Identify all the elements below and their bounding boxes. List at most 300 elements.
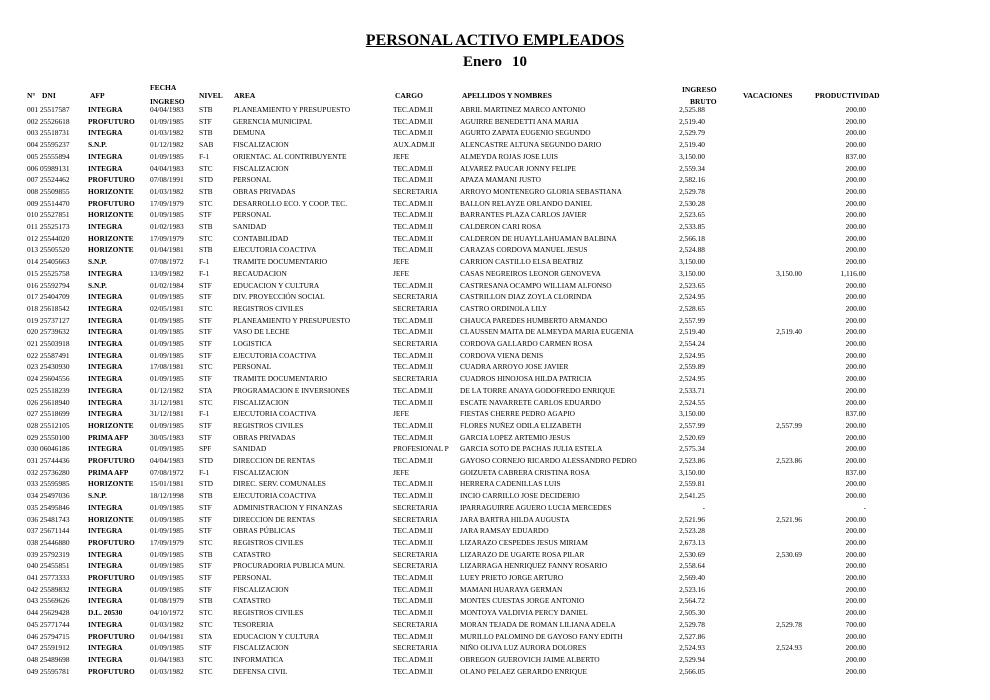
cell-row-number: 047 xyxy=(27,643,39,653)
cell-dni: 25604556 xyxy=(40,374,70,384)
table-row xyxy=(0,478,990,489)
cell-nivel: STF xyxy=(199,374,212,384)
cell-ingreso-bruto: 2,521.96 xyxy=(679,514,705,524)
cell-area: EJECUTORIA COACTIVA xyxy=(233,491,317,501)
cell-nivel: STB xyxy=(199,222,213,231)
cell-cargo: JEFE xyxy=(393,409,410,419)
cell-row-number: 036 xyxy=(27,514,39,524)
cell-nivel: STA xyxy=(199,631,213,641)
cell-afp: INTEGRA xyxy=(88,409,123,419)
cell-dni: 25404709 xyxy=(40,292,70,302)
cell-nivel: STC xyxy=(199,362,213,372)
cell-productividad: 200.00 xyxy=(845,573,866,582)
cell-nivel: STC xyxy=(199,198,213,208)
cell-area: DIRECCION DE RENTAS xyxy=(233,514,315,524)
cell-area: PERSONAL xyxy=(233,175,272,185)
cell-ingreso-bruto: 2,523.16 xyxy=(679,584,705,594)
header-ingreso: INGRESO xyxy=(682,85,717,94)
cell-apellidos-nombres: HERRERA CADENILLAS LUIS xyxy=(460,479,561,489)
cell-row-number: 004 xyxy=(27,140,39,150)
cell-apellidos-nombres: GAYOSO CORNEJO RICARDO ALESSANDRO PEDRO xyxy=(460,456,637,465)
cell-apellidos-nombres: MORAN TEJADA DE ROMAN LILIANA ADELA xyxy=(460,619,616,629)
cell-fecha-ingreso: 01/09/1985 xyxy=(150,420,184,430)
cell-cargo: JEFE xyxy=(393,467,410,477)
cell-row-number: 040 xyxy=(27,561,39,571)
cell-afp: INTEGRA xyxy=(88,643,123,653)
table-row xyxy=(0,432,990,443)
cell-cargo: SECRETARIA xyxy=(393,374,438,384)
table-row xyxy=(0,326,990,337)
cell-apellidos-nombres: MURILLO PALOMINO DE GAYOSO FANY EDITH xyxy=(460,631,623,641)
cell-ingreso-bruto: 2,519.40 xyxy=(679,116,705,126)
cell-dni: 25497036 xyxy=(40,491,70,501)
cell-fecha-ingreso: 01/12/1982 xyxy=(150,385,184,395)
cell-apellidos-nombres: ALVAREZ PAUCAR JONNY FELIPE xyxy=(460,163,576,173)
table-row xyxy=(0,502,990,513)
cell-afp: HORIZONTE xyxy=(88,210,134,220)
cell-dni: 05989131 xyxy=(40,163,70,173)
cell-fecha-ingreso: 04/04/1983 xyxy=(150,105,184,114)
cell-nivel: STF xyxy=(199,643,212,653)
cell-dni: 25505520 xyxy=(40,245,70,255)
cell-fecha-ingreso: 01/09/1985 xyxy=(150,549,184,559)
cell-fecha-ingreso: 01/09/1985 xyxy=(150,643,184,653)
cell-ingreso-bruto: 2,559.81 xyxy=(679,479,705,489)
cell-productividad: 200.00 xyxy=(845,514,866,524)
cell-cargo: TEC.ADM.II xyxy=(393,175,433,185)
cell-ingreso-bruto: 2,524.95 xyxy=(679,292,705,302)
cell-area: RECAUDACION xyxy=(233,268,287,278)
header-productividad: PRODUCTIVIDAD xyxy=(815,91,880,100)
cell-ingreso-bruto: 2,528.65 xyxy=(679,303,705,313)
table-row xyxy=(0,397,990,408)
cell-afp: PROFUTURO xyxy=(88,116,135,126)
cell-fecha-ingreso: 04/10/1972 xyxy=(150,608,184,618)
cell-ingreso-bruto: 2,559.89 xyxy=(679,362,705,372)
cell-productividad: 200.00 xyxy=(845,140,866,150)
cell-fecha-ingreso: 01/09/1985 xyxy=(150,339,184,348)
cell-row-number: 007 xyxy=(27,175,39,185)
cell-ingreso-bruto: 2,554.24 xyxy=(679,339,705,348)
table-row xyxy=(0,338,990,349)
cell-cargo: TEC.ADM.II xyxy=(393,245,433,255)
table-row xyxy=(0,467,990,478)
cell-productividad: 200.00 xyxy=(845,257,866,267)
cell-ingreso-bruto: 2,575.34 xyxy=(679,444,705,454)
cell-nivel: STF xyxy=(199,502,212,512)
cell-fecha-ingreso: 31/12/1981 xyxy=(150,397,184,407)
cell-ingreso-bruto: 2,529.94 xyxy=(679,654,705,664)
cell-row-number: 026 xyxy=(27,397,39,407)
cell-productividad: 200.00 xyxy=(845,175,866,185)
cell-apellidos-nombres: CASTRESANA OCAMPO WILLIAM ALFONSO xyxy=(460,280,612,290)
cell-apellidos-nombres: CORDOVA GALLARDO CARMEN ROSA xyxy=(460,339,593,348)
cell-fecha-ingreso: 01/09/1985 xyxy=(150,151,184,161)
cell-row-number: 001 xyxy=(27,105,39,114)
cell-fecha-ingreso: 01/09/1985 xyxy=(150,350,184,360)
cell-productividad: 1,116.00 xyxy=(840,268,866,278)
cell-cargo: TEC.ADM.II xyxy=(393,116,433,126)
table-row xyxy=(0,104,990,115)
cell-afp: INTEGRA xyxy=(88,268,123,278)
cell-dni: 25544020 xyxy=(40,233,70,243)
cell-nivel: STF xyxy=(199,292,212,302)
cell-apellidos-nombres: MONTOYA VALDIVIA PERCY DANIEL xyxy=(460,608,588,618)
cell-fecha-ingreso: 07/08/1991 xyxy=(150,175,184,185)
cell-nivel: STF xyxy=(199,339,212,348)
cell-fecha-ingreso: 01/09/1985 xyxy=(150,116,184,126)
table-row xyxy=(0,151,990,162)
cell-dni: 25430930 xyxy=(40,362,70,372)
cell-fecha-ingreso: 17/09/1979 xyxy=(150,537,184,547)
cell-apellidos-nombres: ALMEYDA ROJAS JOSE LUIS xyxy=(460,151,558,161)
cell-afp: INTEGRA xyxy=(88,163,123,173)
cell-cargo: TEC.ADM.II xyxy=(393,327,433,337)
cell-productividad: 200.00 xyxy=(845,163,866,173)
cell-fecha-ingreso: 01/09/1985 xyxy=(150,210,184,220)
cell-apellidos-nombres: LIZARAZO CESPEDES JESUS MIRIAM xyxy=(460,537,588,547)
page-title: PERSONAL ACTIVO EMPLEADOS xyxy=(365,32,625,49)
cell-row-number: 003 xyxy=(27,128,39,138)
table-row xyxy=(0,560,990,571)
cell-cargo: TEC.ADM.II xyxy=(393,385,433,395)
table-row xyxy=(0,256,990,267)
cell-productividad: 837.00 xyxy=(845,151,866,161)
cell-fecha-ingreso: 01/09/1985 xyxy=(150,502,184,512)
cell-apellidos-nombres: CARAZAS CORDOVA MANUEL JESUS xyxy=(460,245,588,255)
cell-nivel: SAB xyxy=(199,140,214,150)
cell-ingreso-bruto: 2,529.78 xyxy=(679,619,705,629)
cell-nivel: SPF xyxy=(199,444,212,454)
cell-productividad: 200.00 xyxy=(845,374,866,384)
cell-area: TRAMITE DOCUMENTARIO xyxy=(233,374,328,384)
cell-productividad: 837.00 xyxy=(845,467,866,477)
cell-cargo: PROFESIONAL P xyxy=(393,444,449,454)
cell-dni: 25618940 xyxy=(40,397,70,407)
cell-productividad: 200.00 xyxy=(845,350,866,360)
cell-cargo: TEC.ADM.II xyxy=(393,456,433,465)
cell-dni: 25509855 xyxy=(40,186,70,196)
cell-area: FISCALIZACION xyxy=(233,397,289,407)
cell-nivel: STB xyxy=(199,128,213,138)
cell-vacaciones: 3,150.00 xyxy=(776,268,802,278)
cell-afp: HORIZONTE xyxy=(88,186,134,196)
cell-nivel: STF xyxy=(199,514,212,524)
cell-ingreso-bruto: 2,519.40 xyxy=(679,327,705,337)
cell-productividad: 200.00 xyxy=(845,420,866,430)
cell-afp: INTEGRA xyxy=(88,374,123,384)
cell-afp: HORIZONTE xyxy=(88,479,134,489)
cell-ingreso-bruto: 2,558.64 xyxy=(679,561,705,571)
cell-cargo: TEC.ADM.II xyxy=(393,420,433,430)
cell-row-number: 024 xyxy=(27,374,39,384)
table-row xyxy=(0,572,990,583)
cell-row-number: 016 xyxy=(27,280,39,290)
cell-row-number: 033 xyxy=(27,479,39,489)
table-row xyxy=(0,303,990,314)
cell-afp: HORIZONTE xyxy=(88,514,134,524)
cell-fecha-ingreso: 01/09/1985 xyxy=(150,292,184,302)
table-row xyxy=(0,607,990,618)
cell-productividad: 200.00 xyxy=(845,549,866,559)
cell-ingreso-bruto: 2,524.93 xyxy=(679,643,705,653)
subtitle-year: 10 xyxy=(511,54,527,70)
cell-apellidos-nombres: LUEY PRIETO JORGE ARTURO xyxy=(460,573,564,582)
table-row xyxy=(0,268,990,279)
cell-afp: HORIZONTE xyxy=(88,233,134,243)
cell-productividad: 200.00 xyxy=(845,116,866,126)
cell-ingreso-bruto: 3,150.00 xyxy=(679,151,705,161)
cell-nivel: STB xyxy=(199,491,213,501)
table-row xyxy=(0,361,990,372)
page-subtitle xyxy=(0,54,990,71)
cell-area: CATASTRO xyxy=(233,596,271,606)
cell-row-number: 019 xyxy=(27,315,39,325)
cell-area: SANIDAD xyxy=(233,222,267,231)
cell-afp: INTEGRA xyxy=(88,327,123,337)
cell-afp: INTEGRA xyxy=(88,526,123,536)
cell-row-number: 010 xyxy=(27,210,39,220)
cell-fecha-ingreso: 01/02/1983 xyxy=(150,222,184,231)
cell-dni: 25481743 xyxy=(40,514,70,524)
cell-afp: PROFUTURO xyxy=(88,537,135,547)
cell-area: DIREC. SERV. COMUNALES xyxy=(233,479,326,489)
cell-ingreso-bruto: 2,533.85 xyxy=(679,222,705,231)
cell-afp: D.L. 20530 xyxy=(88,608,123,618)
table-row xyxy=(0,163,990,174)
cell-nivel: STC xyxy=(199,666,213,676)
cell-dni: 25524462 xyxy=(40,175,70,185)
cell-dni: 25595781 xyxy=(40,666,70,676)
cell-fecha-ingreso: 01/03/1982 xyxy=(150,619,184,629)
table-row xyxy=(0,408,990,419)
cell-area: REGISTROS CIVILES xyxy=(233,608,304,618)
cell-apellidos-nombres: FIESTAS CHERRE PEDRO AGAPIO xyxy=(460,409,576,419)
cell-apellidos-nombres: CASTRO ORDINOLA LILY xyxy=(460,303,548,313)
cell-dni: 25405663 xyxy=(40,257,70,267)
cell-ingreso-bruto: 2,559.34 xyxy=(679,163,705,173)
cell-cargo: TEC.ADM.II xyxy=(393,631,433,641)
cell-fecha-ingreso: 01/09/1985 xyxy=(150,327,184,337)
cell-afp: PROFUTURO xyxy=(88,666,135,676)
cell-cargo: SECRETARIA xyxy=(393,339,438,348)
cell-apellidos-nombres: AGURTO ZAPATA EUGENIO SEGUNDO xyxy=(460,128,591,138)
cell-row-number: 039 xyxy=(27,549,39,559)
header-ingreso-fecha: INGRESO xyxy=(150,97,185,106)
cell-productividad: 200.00 xyxy=(845,128,866,138)
cell-area: ORIENTAC. AL CONTRIBUYENTE xyxy=(233,151,347,161)
cell-row-number: 037 xyxy=(27,526,39,536)
cell-area: TESORERIA xyxy=(233,619,274,629)
cell-row-number: 021 xyxy=(27,339,39,348)
cell-apellidos-nombres: ALENCASTRE ALTUNA SEGUNDO DARIO xyxy=(460,140,602,150)
cell-afp: PROFUTURO xyxy=(88,573,135,582)
cell-nivel: STF xyxy=(199,526,212,536)
cell-nivel: STF xyxy=(199,280,212,290)
cell-dni: 25792319 xyxy=(40,549,70,559)
cell-dni: 25737127 xyxy=(40,315,70,325)
cell-productividad: 200.00 xyxy=(845,654,866,664)
table-row xyxy=(0,584,990,595)
cell-dni: 25771744 xyxy=(40,619,70,629)
cell-nivel: F-1 xyxy=(199,268,210,278)
cell-area: DIV. PROYECCIÓN SOCIAL xyxy=(233,292,325,302)
cell-productividad: 200.00 xyxy=(845,315,866,325)
cell-nivel: STA xyxy=(199,385,213,395)
header-fecha: FECHA xyxy=(150,83,177,92)
cell-nivel: STB xyxy=(199,105,213,114)
header-area: AREA xyxy=(234,91,256,100)
cell-nivel: STB xyxy=(199,549,213,559)
cell-ingreso-bruto: 2,566.05 xyxy=(679,666,705,676)
cell-cargo: TEC.ADM.II xyxy=(393,198,433,208)
cell-vacaciones: 2,521.96 xyxy=(776,514,802,524)
cell-vacaciones: 2,523.86 xyxy=(776,456,802,465)
cell-cargo: SECRETARIA xyxy=(393,643,438,653)
cell-row-number: 046 xyxy=(27,631,39,641)
cell-productividad: 200.00 xyxy=(845,397,866,407)
table-row xyxy=(0,549,990,560)
cell-cargo: SECRETARIA xyxy=(393,619,438,629)
cell-vacaciones: 2,519.40 xyxy=(776,327,802,337)
cell-area: FISCALIZACION xyxy=(233,140,289,150)
cell-cargo: TEC.ADM.II xyxy=(393,526,433,536)
cell-ingreso-bruto: 2,523.65 xyxy=(679,210,705,220)
cell-apellidos-nombres: NIÑO OLIVA LUZ AURORA DOLORES xyxy=(460,643,587,653)
cell-row-number: 011 xyxy=(27,222,38,231)
cell-nivel: STD xyxy=(199,479,213,489)
cell-area: LOGISTICA xyxy=(233,339,273,348)
cell-dni: 25592794 xyxy=(40,280,70,290)
cell-row-number: 023 xyxy=(27,362,39,372)
cell-row-number: 015 xyxy=(27,268,39,278)
cell-row-number: 028 xyxy=(27,420,39,430)
cell-fecha-ingreso: 01/03/1982 xyxy=(150,186,184,196)
cell-apellidos-nombres: GARCIA SOTO DE PACHAS JULIA ESTELA xyxy=(460,444,603,454)
cell-fecha-ingreso: 01/09/1985 xyxy=(150,584,184,594)
cell-dni: 25595985 xyxy=(40,479,70,489)
cell-afp: PROFUTURO xyxy=(88,175,135,185)
cell-row-number: 030 xyxy=(27,444,39,454)
subtitle-month: Enero xyxy=(463,54,502,70)
cell-nivel: F-1 xyxy=(199,467,210,477)
cell-fecha-ingreso: 01/09/1985 xyxy=(150,526,184,536)
cell-apellidos-nombres: LIZARRAGA HENRIQUEZ FANNY ROSARIO xyxy=(460,561,608,571)
cell-area: EJECUTORIA COACTIVA xyxy=(233,350,317,360)
cell-productividad: 200.00 xyxy=(845,327,866,337)
cell-afp: INTEGRA xyxy=(88,350,123,360)
cell-apellidos-nombres: CASTRILLON DIAZ ZOYLA CLORINDA xyxy=(460,292,592,302)
table-row xyxy=(0,420,990,431)
cell-productividad: 200.00 xyxy=(845,385,866,395)
cell-row-number: 042 xyxy=(27,584,39,594)
cell-productividad: 200.00 xyxy=(845,222,866,231)
cell-cargo: TEC.ADM.II xyxy=(393,608,433,618)
cell-ingreso-bruto: 2,582.16 xyxy=(679,175,705,185)
cell-productividad: 200.00 xyxy=(845,479,866,489)
cell-dni: 25446880 xyxy=(40,537,70,547)
cell-afp: INTEGRA xyxy=(88,502,123,512)
cell-cargo: TEC.ADM.II xyxy=(393,573,433,582)
cell-dni: 25495846 xyxy=(40,502,70,512)
cell-row-number: 031 xyxy=(27,456,39,465)
cell-cargo: TEC.ADM.II xyxy=(393,222,433,231)
cell-cargo: TEC.ADM.II xyxy=(393,584,433,594)
cell-dni: 25518699 xyxy=(40,409,70,419)
cell-ingreso-bruto: 3,150.00 xyxy=(679,467,705,477)
cell-area: REGISTROS CIVILES xyxy=(233,303,304,313)
cell-nivel: STF xyxy=(199,420,212,430)
cell-cargo: SECRETARIA xyxy=(393,292,438,302)
cell-cargo: JEFE xyxy=(393,268,410,278)
header-nivel: NIVEL xyxy=(199,91,223,100)
cell-cargo: TEC.ADM.II xyxy=(393,432,433,442)
cell-row-number: 048 xyxy=(27,654,39,664)
cell-dni: 25489698 xyxy=(40,654,70,664)
cell-cargo: TEC.ADM.II xyxy=(393,654,433,664)
cell-productividad: 200.00 xyxy=(845,233,866,243)
cell-cargo: JEFE xyxy=(393,257,410,267)
cell-cargo: SECRETARIA xyxy=(393,549,438,559)
cell-fecha-ingreso: 30/05/1983 xyxy=(150,432,184,442)
cell-afp: S.N.P. xyxy=(88,140,107,150)
cell-dni: 25512105 xyxy=(40,420,70,430)
table-row xyxy=(0,654,990,665)
cell-productividad: 700.00 xyxy=(845,619,866,629)
cell-ingreso-bruto: 2,557.99 xyxy=(679,315,705,325)
cell-fecha-ingreso: 01/04/1981 xyxy=(150,245,184,255)
cell-productividad: - xyxy=(863,502,866,512)
cell-ingreso-bruto: 2,557.99 xyxy=(679,420,705,430)
cell-area: INFORMATICA xyxy=(233,654,284,664)
cell-ingreso-bruto: 2,564.72 xyxy=(679,596,705,606)
cell-afp: PROFUTURO xyxy=(88,456,135,465)
cell-apellidos-nombres: ESCATE NAVARRETE CARLOS EDUARDO xyxy=(460,397,601,407)
cell-ingreso-bruto: 2,523.86 xyxy=(679,456,705,465)
cell-cargo: TEC.ADM.II xyxy=(393,128,433,138)
cell-row-number: 032 xyxy=(27,467,39,477)
cell-nivel: STF xyxy=(199,584,212,594)
cell-ingreso-bruto: 2,673.13 xyxy=(679,537,705,547)
table-row xyxy=(0,291,990,302)
cell-row-number: 012 xyxy=(27,233,39,243)
cell-area: PLANEAMIENTO Y PRESUPUESTO xyxy=(233,105,351,114)
cell-productividad: 200.00 xyxy=(845,608,866,618)
cell-row-number: 002 xyxy=(27,116,39,126)
cell-productividad: 200.00 xyxy=(845,362,866,372)
cell-afp: INTEGRA xyxy=(88,561,123,571)
cell-dni: 25503918 xyxy=(40,339,70,348)
cell-dni: 25455851 xyxy=(40,561,70,571)
cell-area: EJECUTORIA COACTIVA xyxy=(233,409,317,419)
cell-productividad: 200.00 xyxy=(845,245,866,255)
table-row xyxy=(0,244,990,255)
header-dni: DNI xyxy=(42,91,56,100)
cell-row-number: 006 xyxy=(27,163,39,173)
cell-ingreso-bruto: 2,527.86 xyxy=(679,631,705,641)
cell-cargo: TEC.ADM.II xyxy=(393,163,433,173)
cell-dni: 25794715 xyxy=(40,631,70,641)
cell-cargo: SECRETARIA xyxy=(393,514,438,524)
header-bruto: BRUTO xyxy=(690,97,717,106)
cell-afp: PRIMA AFP xyxy=(88,432,129,442)
cell-fecha-ingreso: 13/09/1982 xyxy=(150,268,184,278)
cell-cargo: TEC.ADM.II xyxy=(393,397,433,407)
cell-productividad: 200.00 xyxy=(845,584,866,594)
cell-row-number: 013 xyxy=(27,245,39,255)
cell-nivel: STB xyxy=(199,186,213,196)
cell-vacaciones: 2,530.69 xyxy=(776,549,802,559)
